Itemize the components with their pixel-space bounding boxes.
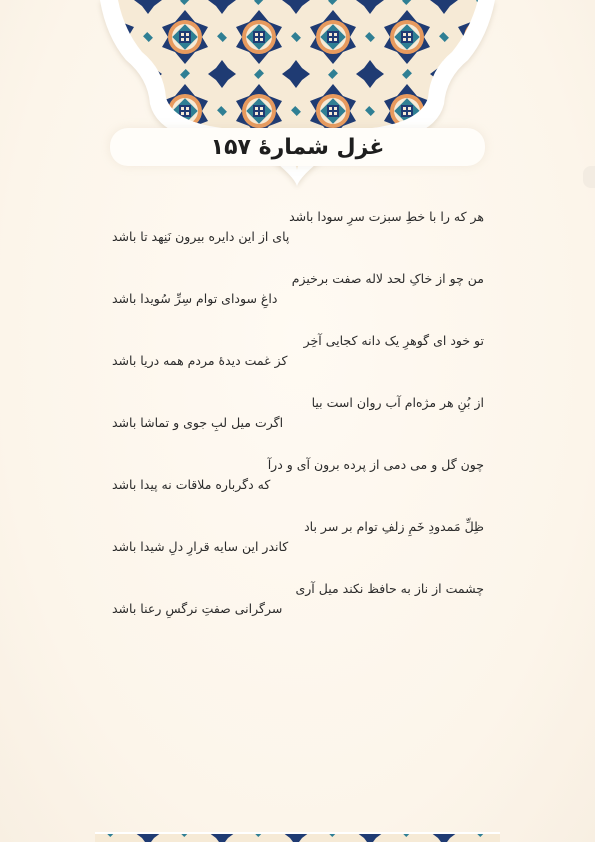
couplet — [112, 206, 484, 268]
second-hemistich: پای از این دایره بیرون نَنِهد تا باشد — [112, 229, 290, 244]
couplet — [112, 578, 484, 640]
first-hemistich: من چو از خاکِ لحد لاله صفت برخیزم — [291, 271, 484, 286]
couplet — [112, 268, 484, 330]
second-hemistich: سرگرانی صفتِ نرگسِ رعنا باشد — [112, 601, 283, 616]
second-hemistich: کاندر این سایه قرارِ دلِ شیدا باشد — [112, 539, 289, 554]
ghazal-body — [112, 206, 484, 640]
couplet — [112, 392, 484, 454]
first-hemistich: تو خود ای گوهرِ یک دانه کجایی آخِر — [303, 333, 484, 348]
footer-tile-strip — [0, 832, 595, 842]
first-hemistich: هر که را با خطِ سبزت سرِ سودا باشد — [289, 209, 484, 224]
first-hemistich: چشمت از ناز به حافظ نکند میل آری — [295, 581, 484, 596]
edge-tab — [583, 166, 595, 188]
second-hemistich: کز غمت دیدهٔ مردم همه دریا باشد — [112, 353, 288, 368]
first-hemistich: چون گل و می دمی از پرده برون آی و درآ — [267, 457, 484, 472]
first-hemistich: ظِلِّ مَمدودِ خَمِ زلفِ توام بر سر باد — [304, 519, 484, 534]
second-hemistich: داغِ سودای توام سِرِّ سُویدا باشد — [112, 291, 278, 306]
couplet — [112, 454, 484, 516]
couplet — [112, 330, 484, 392]
second-hemistich: اگرت میل لبِ جوی و تماشا باشد — [112, 415, 284, 430]
islamic-tile-ornament — [0, 0, 595, 200]
first-hemistich: از بُنِ هر مژه‌ام آب روان است بیا — [311, 395, 484, 410]
second-hemistich: که دگرباره ملاقات نه پیدا باشد — [112, 477, 271, 492]
couplet — [112, 516, 484, 578]
page-title: غزل شمارهٔ ۱۵۷ — [210, 135, 385, 160]
